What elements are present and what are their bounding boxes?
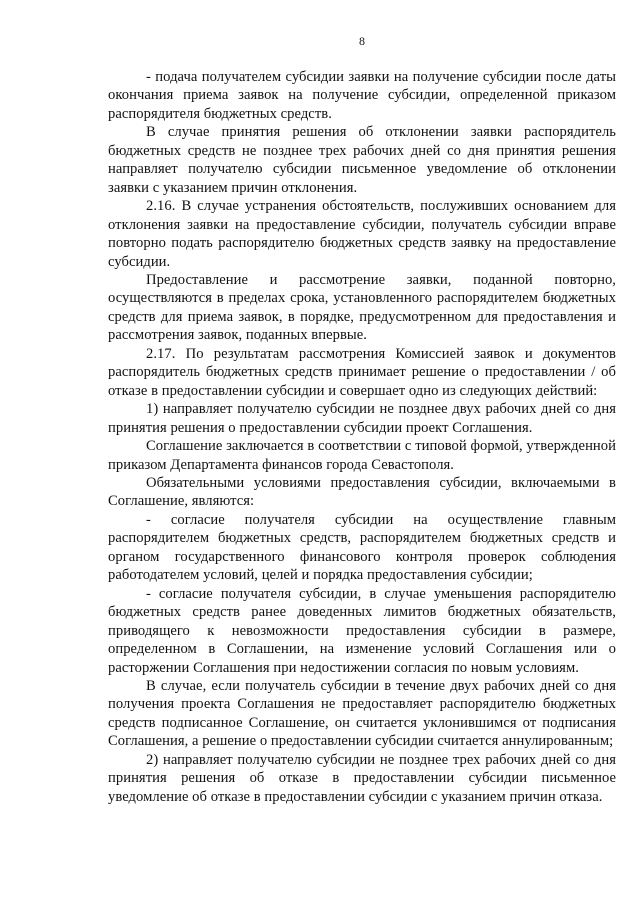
paragraph-late-submission: - подача получателем субсидии заявки на получение субсидии после даты окончания приема заявок на получение субсидии, определенной приказом распорядителя бюджетных средств. [108, 69, 616, 122]
paragraph-agreement-form: Соглашение заключается в соответствии с типовой формой, утвержденной приказом Департамента финансов города Севастополя. [108, 438, 616, 473]
paragraph-consent-limits: - согласие получателя субсидии, в случае уменьшения распорядителю бюджетных средств ранее доведенных лимитов бюджетных обязательств, приводящего к невозможности предоставления субсидии в размере, определенном в Соглашении, на изменение условий Соглашения или о расторжении Соглашения при недостижении согласия по новым условиям. [108, 585, 616, 676]
paragraph-2-17: 2.17. По результатам рассмотрения Комиссией заявок и документов распорядитель бюджетных средств принимает решение о предоставлении / об отказе в предоставлении субсидии и совершает одно из следующих действий: [108, 345, 616, 399]
paragraph-action-2: 2) направляет получателю субсидии не позднее трех рабочих дней со дня принятия решения об отказе в предоставлении субсидии письменное уведомление об отказе в предоставлении субсидии с указанием причин отказа. [108, 751, 616, 805]
paragraph-mandatory-conditions: Обязательными условиями предоставления субсидии, включаемыми в Соглашение, являются: [108, 474, 616, 510]
page-number: 8 [359, 34, 365, 48]
paragraph-rejection-notice: В случае принятия решения об отклонении заявки распорядитель бюджетных средств не позднее трех рабочих дней со дня принятия решения направляет получателю субсидии письменное уведомление об отклонении заявки с указанием причин отклонения. [108, 124, 616, 196]
paragraph-evasion: В случае, если получатель субсидии в течение двух рабочих дней со дня получения проекта Соглашения не предоставляет распорядителю бюджетных средств подписанное Соглашение, он считается уклонившимся от подписания Соглашения, а решение о предоставлении субсидии считается аннулированным; [108, 677, 616, 750]
paragraph-action-1: 1) направляет получателю субсидии не позднее двух рабочих дней со дня принятия решения о предоставлении субсидии проект Соглашения. [108, 401, 616, 436]
paragraph-resubmission: Предоставление и рассмотрение заявки, поданной повторно, осуществляются в пределах срока, установленного распорядителем бюджетных средств для приема заявок, в порядке, предусмотренном для предоставления и рассмотрения заявок, поданных впервые. [108, 271, 616, 344]
paragraph-consent-audit: - согласие получателя субсидии на осуществление главным распорядителем бюджетных средств, распорядителем бюджетных средств и органом государственного финансового контроля проверок соблюдения работодателем условий, целей и порядка предоставления субсидии; [108, 511, 616, 584]
paragraph-2-16: 2.16. В случае устранения обстоятельств, послуживших основанием для отклонения заявки на предоставление субсидии, получатель субсидии вправе повторно подать распорядителю бюджетных средств заявку на предоставление субсидии. [108, 198, 616, 270]
